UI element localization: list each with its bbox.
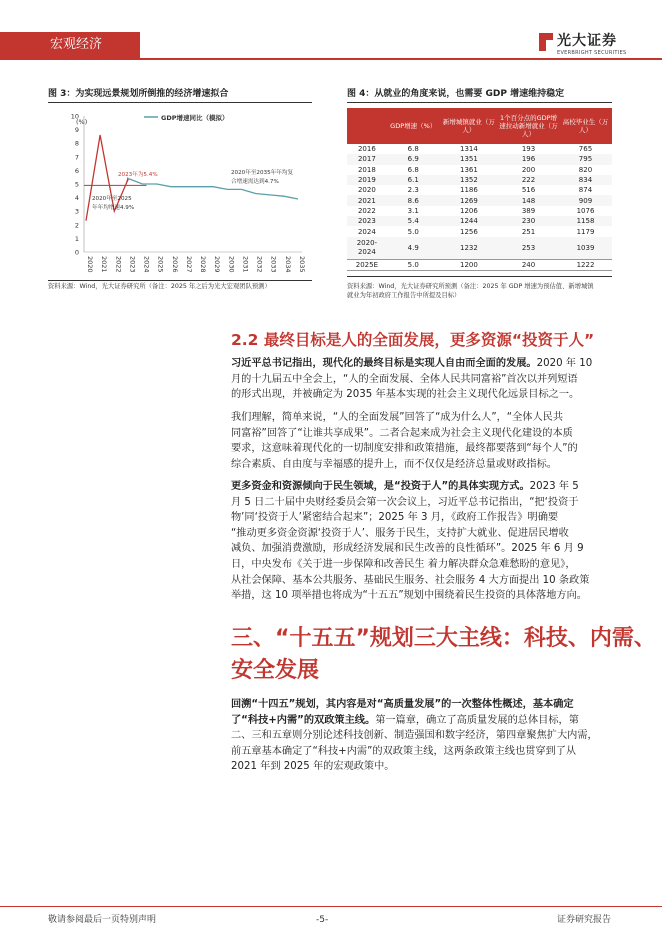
table-cell: 196 bbox=[498, 154, 559, 164]
paragraph-line bbox=[231, 759, 621, 775]
x-tick-label: 2034 bbox=[283, 256, 292, 273]
table-cell: 1361 bbox=[440, 165, 498, 175]
logo-mark-cutout bbox=[546, 40, 553, 51]
paragraph-line: 我们理解，简单来说，“人的全面发展”回答了“成为什么人”，“全体人民共 bbox=[231, 412, 564, 423]
x-tick-label: 2032 bbox=[255, 256, 264, 273]
table-header-cell: 新增城镇就业（万人） bbox=[440, 108, 498, 144]
table-row bbox=[347, 259, 612, 270]
table-cell: 834 bbox=[559, 175, 612, 185]
y-tick-label: 3 bbox=[74, 207, 79, 216]
table-cell: 6.8 bbox=[387, 144, 440, 154]
table-cell: 6.1 bbox=[387, 175, 440, 185]
table-row-year: 2018 bbox=[347, 165, 387, 175]
paragraph-line bbox=[231, 387, 621, 403]
table-cell: 795 bbox=[559, 154, 612, 164]
body-text: 前五章基本确定了“科技+内需”的双政策主线，这两条政策主线也贯穿到了从 bbox=[231, 745, 577, 757]
table-cell: 1314 bbox=[440, 144, 498, 154]
table-cell: 765 bbox=[559, 144, 612, 154]
paragraph-line bbox=[231, 713, 621, 729]
x-tick-label: 2027 bbox=[184, 256, 193, 273]
table-cell: 1269 bbox=[440, 195, 498, 205]
figure3-chart bbox=[48, 104, 314, 280]
y-axis-label: (%) bbox=[76, 118, 88, 126]
table-cell: 6.9 bbox=[387, 154, 440, 164]
body-text: “推动更多资金资源‘投资于人’、服务于民生，支持扩大就业、促进居民增收 bbox=[231, 527, 569, 539]
table-cell: 1039 bbox=[559, 237, 612, 260]
paragraph-line bbox=[231, 526, 621, 542]
legend-label: GDP增速同比（模拟） bbox=[161, 114, 229, 122]
table-row-year: 2023 bbox=[347, 216, 387, 226]
page-number: -5- bbox=[316, 915, 329, 925]
table-cell: 1186 bbox=[440, 185, 498, 195]
table-cell: 200 bbox=[498, 165, 559, 175]
body-text: 2021 年到 2025 年的宏观政策中。 bbox=[231, 761, 395, 773]
x-tick-label: 2021 bbox=[100, 256, 109, 273]
annotation-2025-line1: 2020年至2025 bbox=[92, 196, 132, 202]
annotation-2023: 2023年为5.4% bbox=[118, 172, 158, 178]
table-row-year: 2022 bbox=[347, 206, 387, 216]
gdp-employment-table bbox=[347, 108, 612, 271]
table-row bbox=[347, 144, 612, 154]
table-cell: 1222 bbox=[559, 259, 612, 270]
x-tick-label: 2025 bbox=[156, 256, 165, 273]
x-tick-label: 2020 bbox=[86, 256, 94, 273]
bold-lead-text: 回溯“十四五”规划，其内容是对“高质量发展”的一次整体性概述，基本确定 bbox=[231, 699, 574, 710]
figure3-source-rule bbox=[48, 280, 312, 281]
bold-lead-text: 习近平总书记指出，现代化的最终目标是实现人自由而全面的发展。 bbox=[231, 358, 537, 369]
section3-paragraph1 bbox=[231, 697, 621, 775]
figure4-source-line1: 资料来源：Wind，光大证券研究所预测（备注：2025 年 GDP 增速为预估值、新增城镇 bbox=[347, 283, 594, 290]
paragraph-line bbox=[231, 479, 621, 495]
table-row bbox=[347, 226, 612, 236]
x-tick-label: 2033 bbox=[269, 256, 278, 273]
body-text: 举措，这 10 项举措也将成为“十五五”规划中围绕着民生投资的具体落地方向。 bbox=[231, 590, 587, 602]
logo-subtext: EVERBRIGHT SECURITIES bbox=[557, 50, 627, 56]
table-cell: 251 bbox=[498, 226, 559, 236]
y-tick-label: 7 bbox=[74, 153, 79, 162]
body-text: 二、三和五章则分别论述科技创新、制造强国和数字经济，第四章聚焦扩大内需， bbox=[231, 730, 598, 742]
x-tick-label: 2022 bbox=[114, 256, 123, 273]
table-cell: 909 bbox=[559, 195, 612, 205]
table-row-year: 2017 bbox=[347, 154, 387, 164]
paragraph-line: 同富裕”回答了“让谁共享成果”。二者合起来成为社会主义现代化建设的本质 bbox=[231, 427, 573, 439]
table-row bbox=[347, 216, 612, 226]
paragraph-line bbox=[231, 744, 621, 760]
x-tick-label: 2031 bbox=[241, 256, 250, 273]
body-text: 第一篇章，确立了高质量发展的总体目标，第 bbox=[375, 714, 579, 726]
section22-paragraph1 bbox=[231, 356, 621, 403]
table-row bbox=[347, 175, 612, 185]
table-cell: 8.6 bbox=[387, 195, 440, 205]
paragraph-line bbox=[231, 728, 621, 744]
x-tick-label: 2035 bbox=[298, 256, 306, 273]
body-text: 从社会保障、基本公共服务、基础民生服务、社会服务 4 大方面提出 10 条政策 bbox=[231, 574, 590, 586]
y-tick-label: 8 bbox=[74, 139, 79, 148]
y-tick-label: 4 bbox=[74, 194, 79, 203]
table-cell: 240 bbox=[498, 259, 559, 270]
x-tick-label: 2024 bbox=[142, 256, 151, 273]
paragraph-line bbox=[231, 697, 621, 713]
table-row bbox=[347, 237, 612, 260]
paragraph-line bbox=[231, 495, 621, 511]
chapter-heading-line2: 安全发展 bbox=[231, 658, 320, 683]
table-cell: 1076 bbox=[559, 206, 612, 216]
paragraph-line bbox=[231, 588, 621, 604]
table-row bbox=[347, 154, 612, 164]
table-cell: 222 bbox=[498, 175, 559, 185]
figure3-title: 图 3：为实现远景规划所倒推的经济增速拟合 bbox=[48, 89, 229, 99]
section-label: 宏观经济 bbox=[50, 37, 103, 52]
x-tick-label: 2028 bbox=[199, 256, 208, 273]
figure3-source: 资料来源：Wind，光大证券研究所（备注：2025 年之后为光大宏观团队预测） bbox=[48, 283, 271, 290]
y-tick-label: 0 bbox=[74, 248, 79, 257]
table-header-cell: 高校毕业生（万人） bbox=[559, 108, 612, 144]
y-tick-label: 5 bbox=[74, 180, 79, 189]
y-tick-label: 2 bbox=[74, 221, 79, 230]
figure4-rule bbox=[347, 102, 612, 103]
table-row-year: 2020 bbox=[347, 185, 387, 195]
chart-legend bbox=[144, 113, 229, 122]
paragraph-line bbox=[231, 356, 621, 372]
table-cell: 1179 bbox=[559, 226, 612, 236]
y-tick-label: 9 bbox=[74, 126, 79, 135]
table-row bbox=[347, 206, 612, 216]
paragraph-line: 要求，这意味着现代化的一切制度安排和政策措施，最终都要落到“每个人”的 bbox=[231, 443, 578, 455]
table-cell: 1244 bbox=[440, 216, 498, 226]
table-row-year: 2024 bbox=[347, 226, 387, 236]
x-tick-label: 2030 bbox=[227, 256, 236, 273]
paragraph-line bbox=[231, 573, 621, 589]
table-cell: 1232 bbox=[440, 237, 498, 260]
table-cell: 1256 bbox=[440, 226, 498, 236]
table-cell: 874 bbox=[559, 185, 612, 195]
table-cell: 253 bbox=[498, 237, 559, 260]
section-heading-2-2: 2.2 最终目标是人的全面发展，更多资源“投资于人” bbox=[231, 331, 595, 349]
body-text: 月的十九届五中全会上，“人的全面发展、全体人民共同富裕”首次以并列短语 bbox=[231, 373, 578, 385]
x-tick-label: 2023 bbox=[128, 256, 137, 273]
paragraph-line bbox=[231, 372, 621, 388]
body-text: 的形式出现，并被确定为 2035 年基本实现的社会主义现代化远景目标之一。 bbox=[231, 389, 580, 401]
table-row bbox=[347, 195, 612, 205]
footer-rule bbox=[0, 906, 662, 907]
y-tick-label: 1 bbox=[74, 234, 79, 243]
x-tick-label: 2029 bbox=[213, 256, 222, 273]
figure4-source-line2: 就业为年初政府工作报告中所提及目标） bbox=[347, 292, 461, 299]
table-row-year: 2019 bbox=[347, 175, 387, 185]
section22-paragraph3 bbox=[231, 479, 621, 604]
paragraph-line bbox=[231, 541, 621, 557]
table-row-year: 2025E bbox=[347, 259, 387, 270]
bold-lead-text: 了“科技+内需”的双政策主线。 bbox=[231, 714, 376, 726]
annotation-2035-line2: 合增速需达到4.7% bbox=[231, 179, 279, 185]
y-tick-label: 10 bbox=[70, 112, 79, 121]
table-cell: 389 bbox=[498, 206, 559, 216]
figure3-rule bbox=[48, 102, 312, 103]
table-cell: 1206 bbox=[440, 206, 498, 216]
y-tick-label: 6 bbox=[74, 166, 79, 175]
table-cell: 193 bbox=[498, 144, 559, 154]
table-cell: 1158 bbox=[559, 216, 612, 226]
body-text: 月 5 日二十届中央财经委员会第一次会议上，习近平总书记指出，“把‘投资于 bbox=[231, 496, 579, 508]
table-header-cell bbox=[347, 108, 387, 144]
table-cell: 5.4 bbox=[387, 216, 440, 226]
table-row-year: 2021 bbox=[347, 195, 387, 205]
figure4-title: 图 4：从就业的角度来说，也需要 GDP 增速维持稳定 bbox=[347, 89, 565, 99]
body-text: 2023 年 5 bbox=[529, 481, 579, 492]
bold-lead-text: 更多资金和资源倾向于民生领域，是“投资于人”的具体实现方式。 bbox=[231, 481, 530, 492]
table-cell: 2.3 bbox=[387, 185, 440, 195]
body-text: 减负、加强消费激励，形成经济发展和民生改善的良性循环”。2025 年 6 月 9 bbox=[231, 543, 584, 555]
table-cell: 230 bbox=[498, 216, 559, 226]
table-cell: 516 bbox=[498, 185, 559, 195]
footer-disclaimer: 敬请参阅最后一页特别声明 bbox=[48, 915, 157, 925]
table-cell: 5.0 bbox=[387, 226, 440, 236]
header-rule bbox=[0, 58, 662, 60]
figure4-source-rule bbox=[347, 276, 612, 277]
body-text: 2020 年 10 bbox=[536, 358, 593, 369]
paragraph-line bbox=[231, 557, 621, 573]
x-tick-label: 2026 bbox=[170, 256, 179, 273]
table-cell: 820 bbox=[559, 165, 612, 175]
table-cell: 1200 bbox=[440, 259, 498, 270]
table-header-cell: 1个百分点的GDP增速拉动新增就业（万人） bbox=[498, 108, 559, 144]
body-text: 日，中央发布《关于进一步保障和改善民生 着力解决群众急难愁盼的意见》， bbox=[231, 558, 576, 570]
chapter-heading-line1: 三、“十五五”规划三大主线：科技、内需、 bbox=[231, 626, 656, 651]
annotation-2025-line2: 年年均增速4.9% bbox=[92, 205, 135, 211]
annotation-2035-line1: 2020年至2035年年均复 bbox=[231, 170, 294, 176]
table-cell: 4.9 bbox=[387, 237, 440, 260]
footer-report-type: 证券研究报告 bbox=[557, 915, 612, 925]
table-cell: 5.0 bbox=[387, 259, 440, 270]
body-text: 物’同‘投资于人’紧密结合起来”；2025 年 3 月，《政府工作报告》明确要 bbox=[231, 512, 559, 524]
annotation-2035 bbox=[231, 168, 295, 185]
table-row bbox=[347, 165, 612, 175]
paragraph-line bbox=[231, 510, 621, 526]
table-row bbox=[347, 185, 612, 195]
table-cell: 6.8 bbox=[387, 165, 440, 175]
table-header-cell: GDP增速（%） bbox=[387, 108, 440, 144]
table-cell: 148 bbox=[498, 195, 559, 205]
table-cell: 1351 bbox=[440, 154, 498, 164]
section22-paragraph2 bbox=[231, 410, 621, 472]
logo-text: 光大证券 bbox=[557, 33, 617, 49]
paragraph-line: 综合素质、自由度与幸福感的提升上，而不仅仅是经济总量或财政指标。 bbox=[231, 458, 557, 470]
table-cell: 1352 bbox=[440, 175, 498, 185]
table-row-year: 2020- 2024 bbox=[347, 237, 387, 260]
table-row-year: 2016 bbox=[347, 144, 387, 154]
table-cell: 3.1 bbox=[387, 206, 440, 216]
